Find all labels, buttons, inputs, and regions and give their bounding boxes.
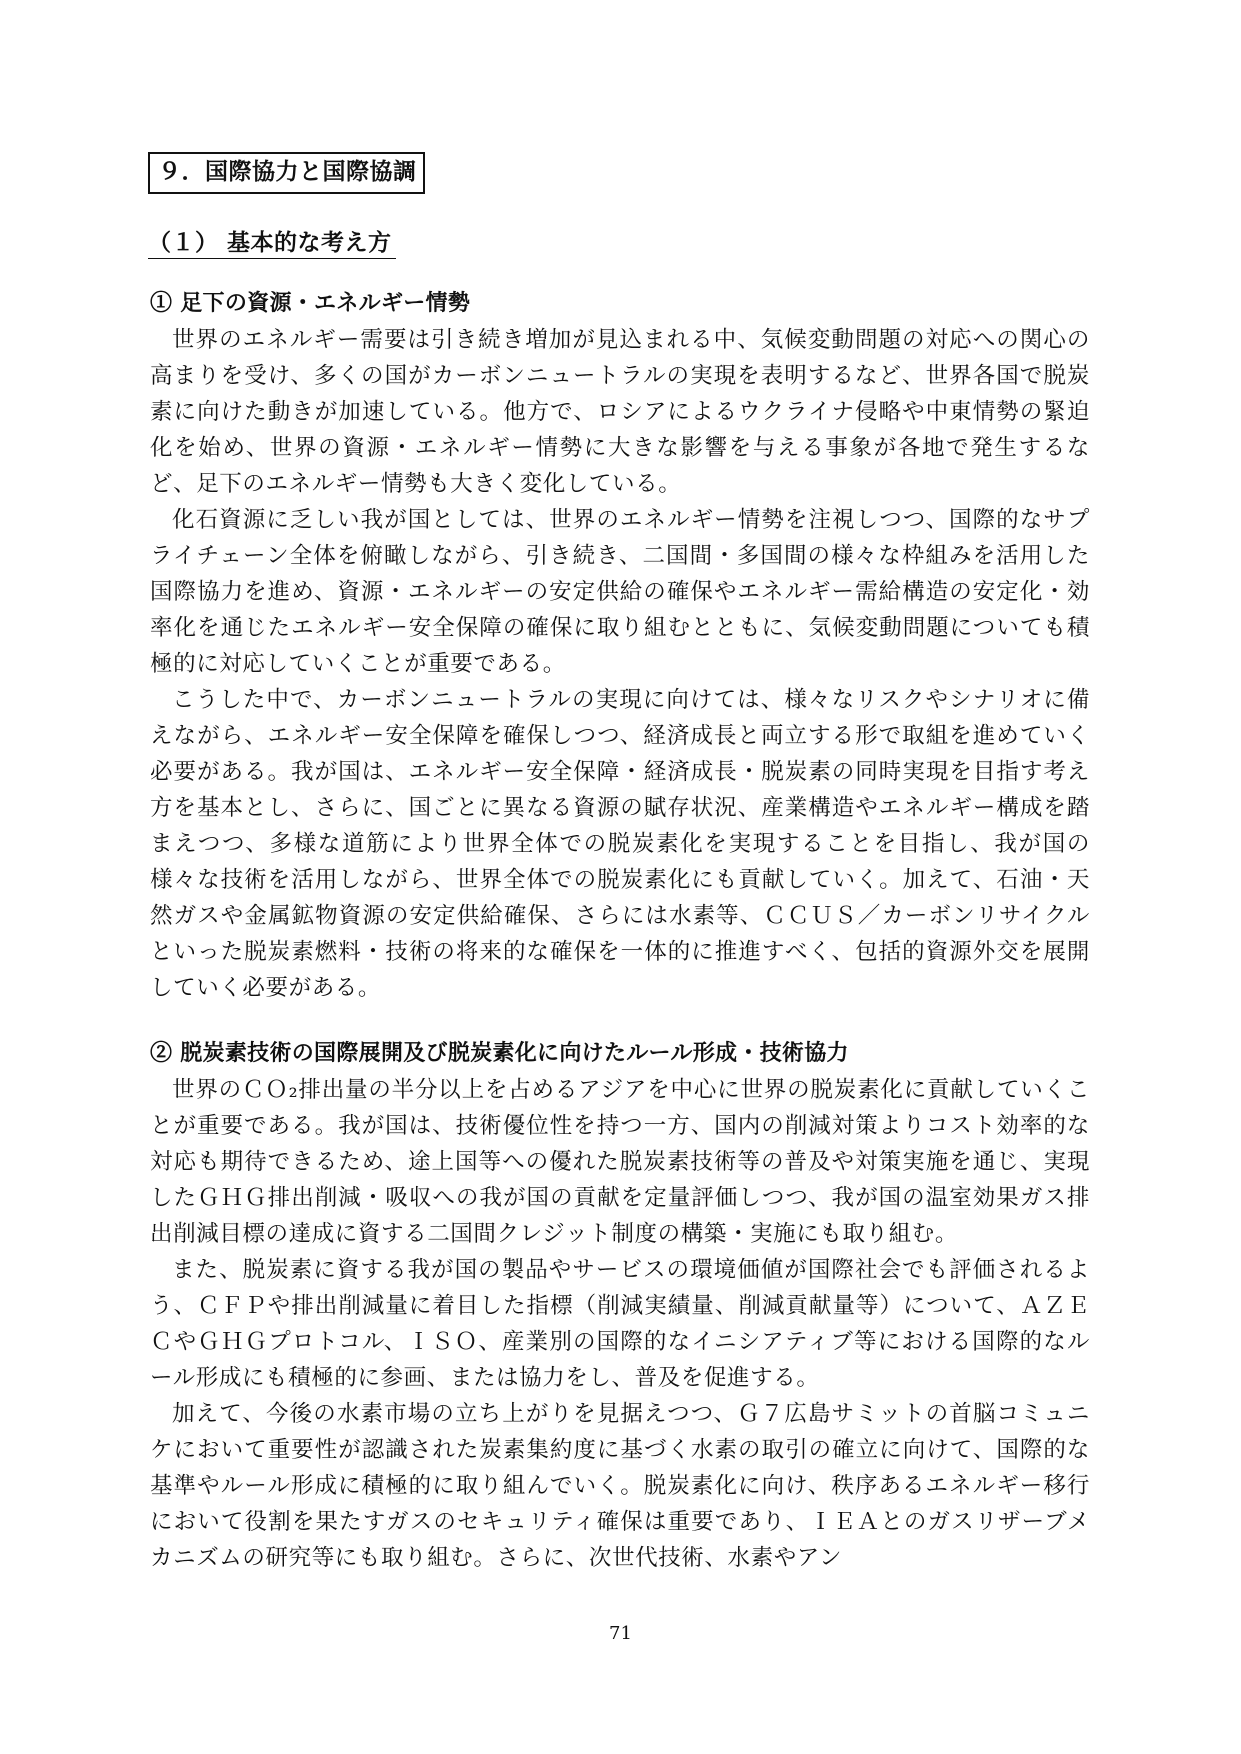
- item-heading-2: ② 脱炭素技術の国際展開及び脱炭素化に向けたルール形成・技術協力: [150, 1040, 849, 1066]
- paragraph: また、脱炭素に資する我が国の製品やサービスの環境価値が国際社会でも評価されるよう、ＣＦＰや排出削減量に着目した指標（削減実績量、削減貢献量等）について、ＡＺＥＣやＧＨＧプロトコル、ＩＳＯ、産業別の国際的なイニシアティブ等における国際的なルール形成にも積極的に参画、または協力をし、普及を促進する。: [150, 1257, 1090, 1391]
- item-heading-1: ① 足下の資源・エネルギー情勢: [150, 290, 471, 316]
- page-number: 71: [609, 1623, 632, 1644]
- item-2-body: [150, 1072, 1090, 1576]
- paragraph: 世界のＣＯ₂排出量の半分以上を占めるアジアを中心に世界の脱炭素化に貢献していくことが重要である。我が国は、技術優位性を持つ一方、国内の削減対策よりコスト効率的な対応も期待できるため、途上国等への優れた脱炭素技術等の普及や対策実施を通じ、実現したＧＨＧ排出削減・吸収への我が国の貢献を定量評価しつつ、我が国の温室効果ガス排出削減目標の達成に資する二国間クレジット制度の構築・実施にも取り組む。: [150, 1077, 1090, 1247]
- item-1-body: [150, 322, 1090, 1006]
- paragraph: 化石資源に乏しい我が国としては、世界のエネルギー情勢を注視しつつ、国際的なサプライチェーン全体を俯瞰しながら、引き続き、二国間・多国間の様々な枠組みを活用した国際協力を進め、資源・エネルギーの安定供給の確保やエネルギー需給構造の安定化・効率化を通じたエネルギー安全保障の確保に取り組むとともに、気候変動問題についても積極的に対応していくことが重要である。: [150, 507, 1090, 677]
- section-title: ９．国際協力と国際協調: [148, 152, 425, 194]
- paragraph: こうした中で、カーボンニュートラルの実現に向けては、様々なリスクやシナリオに備えながら、エネルギー安全保障を確保しつつ、経済成長と両立する形で取組を進めていく必要がある。我が国は、エネルギー安全保障・経済成長・脱炭素の同時実現を目指す考え方を基本とし、さらに、国ごとに異なる資源の賦存状況、産業構造やエネルギー構成を踏まえつつ、多様な道筋により世界全体での脱炭素化を実現することを目指し、我が国の様々な技術を活用しながら、世界全体での脱炭素化にも貢献していく。加えて、石油・天然ガスや金属鉱物資源の安定供給確保、さらには水素等、ＣＣＵＳ／カーボンリサイクルといった脱炭素燃料・技術の将来的な確保を一体的に推進すべく、包括的資源外交を展開していく必要がある。: [150, 687, 1090, 1001]
- paragraph: 世界のエネルギー需要は引き続き増加が見込まれる中、気候変動問題の対応への関心の高まりを受け、多くの国がカーボンニュートラルの実現を表明するなど、世界各国で脱炭素に向けた動きが加速している。他方で、ロシアによるウクライナ侵略や中東情勢の緊迫化を始め、世界の資源・エネルギー情勢に大きな影響を与える事象が各地で発生するなど、足下のエネルギー情勢も大きく変化している。: [150, 327, 1090, 497]
- paragraph: 加えて、今後の水素市場の立ち上がりを見据えつつ、Ｇ７広島サミットの首脳コミュニケにおいて重要性が認識された炭素集約度に基づく水素の取引の確立に向けて、国際的な基準やルール形成に積極的に取り組んでいく。脱炭素化に向け、秩序あるエネルギー移行において役割を果たすガスのセキュリティ確保は重要であり、ＩＥＡとのガスリザーブメカニズムの研究等にも取り組む。さらに、次世代技術、水素やアン: [150, 1401, 1090, 1571]
- subsection-title: （１） 基本的な考え方: [148, 228, 396, 259]
